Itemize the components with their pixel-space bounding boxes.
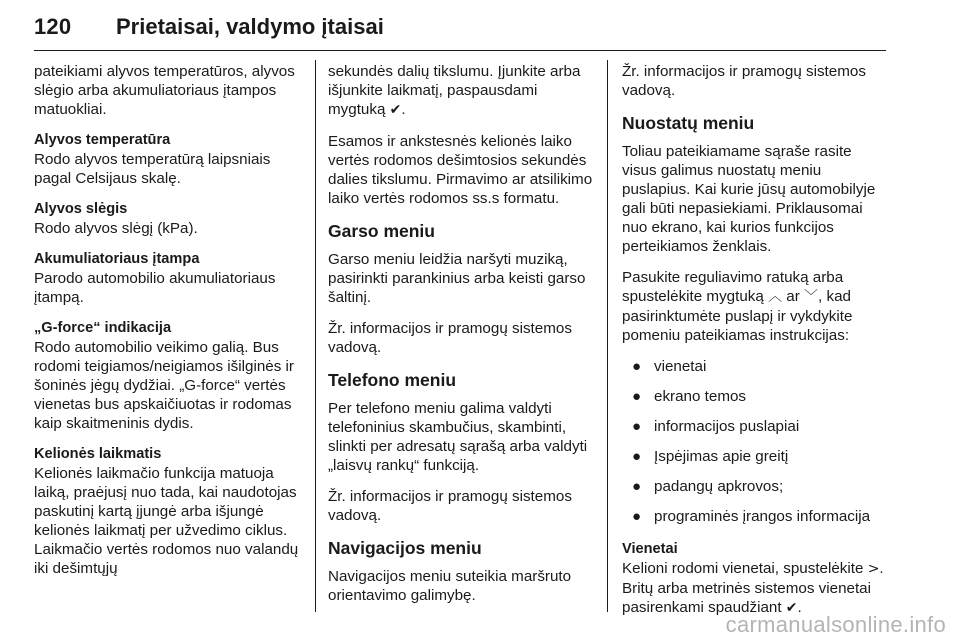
trip-timer-text: Kelionės laikmačio funkcija matuoja laiką, praėjusį nuo tada, kai naudotojas paskutinį kartą įjungė arba išjungė kelionės laikmatį per užvedimo ciklus. Laikmačio vertės rodomos nuo valandų iki dešimtųjų xyxy=(34,465,299,577)
units-text: Kelioni rodomi vienetai, spustelėkite xyxy=(622,560,864,577)
timer-continued-paragraph xyxy=(328,62,594,120)
oil-pressure-heading: Alyvos slėgis xyxy=(34,201,128,217)
list-item-label: programinės įrangos informacija xyxy=(654,508,871,525)
navigation-menu-heading: Navigacijos meniu xyxy=(328,538,482,558)
phone-menu-heading: Telefono meniu xyxy=(328,370,457,390)
chevron-up-icon: ︿ xyxy=(768,289,783,305)
settings-instruction-end: , kad pasirinktumėte puslapį ir vykdykite pomeniu pateikiamas instrukcijas: xyxy=(622,288,853,344)
list-item xyxy=(622,417,888,436)
phone-menu-text: Per telefono meniu galima valdyti telefoninius skambučius, skambinti, slinkti per adresatų sąrašą arba valdyti „laisvų rankų“ funkciją. xyxy=(328,400,588,474)
page-number: 120 xyxy=(34,14,72,39)
chevron-right-icon: > xyxy=(867,561,880,577)
navigation-menu-reference: Žr. informacijos ir pramogų sistemos vadovą. xyxy=(622,63,866,99)
bullet-icon: ● xyxy=(632,358,642,375)
battery-voltage-heading: Akumuliatoriaus įtampa xyxy=(34,251,200,267)
list-item-label: vienetai xyxy=(654,358,707,375)
g-force-text: Rodo automobilio veikimo galią. Bus rodomi teigiamos/neigiamos išilginės ir šoninės jėgų dydžiai. „G-force“ vertės vienetas bus apskaičiuotas ir rodomas kaip skaitmeninis dydis. xyxy=(34,339,294,432)
bullet-icon: ● xyxy=(632,418,642,435)
oil-pressure-text: Rodo alyvos slėgį (kPa). xyxy=(34,220,198,237)
column-1 xyxy=(34,62,304,590)
column-divider-1 xyxy=(315,60,316,612)
settings-menu-text: Toliau pateikiamame sąraše rasite visus galimus nuostatų meniu puslapius. Kai kurie jūsų automobilyje gali būti nepasiekiami. Priklausomai nuo ekrano, kai kurios funkcijos perteikiamos ženklais. xyxy=(622,143,876,255)
list-item-label: Įspėjimas apie greitį xyxy=(654,448,789,465)
list-item xyxy=(622,447,888,466)
list-item-label: informacijos puslapiai xyxy=(654,418,800,435)
page-header xyxy=(34,14,886,51)
settings-pages-list xyxy=(622,357,888,526)
units-system-text: Britų arba metrinės sistemos vienetai pasirenkami spaudžiant xyxy=(622,580,872,616)
bullet-icon: ● xyxy=(632,388,642,405)
audio-menu-heading: Garso meniu xyxy=(328,221,435,241)
phone-menu-reference: Žr. informacijos ir pramogų sistemos vadovą. xyxy=(328,488,572,524)
settings-menu-heading: Nuostatų meniu xyxy=(622,113,755,133)
settings-instruction-text: Pasukite reguliavimo ratuką arba spustelėkite mygtuką xyxy=(622,269,844,305)
chevron-down-icon: ﹀ xyxy=(804,289,819,305)
battery-voltage-text: Parodo automobilio akumuliatoriaus įtampą. xyxy=(34,270,276,306)
page-title: Prietaisai, valdymo įtaisai xyxy=(116,14,384,39)
list-item xyxy=(622,387,888,406)
period: . xyxy=(879,560,884,577)
list-item xyxy=(622,507,888,526)
units-heading: Vienetai xyxy=(622,541,678,557)
bullet-icon: ● xyxy=(632,478,642,495)
period: . xyxy=(797,599,802,616)
audio-menu-reference: Žr. informacijos ir pramogų sistemos vadovą. xyxy=(328,320,572,356)
period: . xyxy=(401,101,406,118)
audio-menu-text: Garso meniu leidžia naršyti muziką, pasirinkti parankinius arba keisti garso šaltinį. xyxy=(328,251,586,306)
list-item xyxy=(622,477,888,496)
column-divider-2 xyxy=(607,60,608,612)
settings-instruction-paragraph xyxy=(622,268,888,345)
list-item-label: padangų apkrovos; xyxy=(654,478,784,495)
oil-temperature-heading: Alyvos temperatūra xyxy=(34,132,171,148)
timer-continued-text: sekundės dalių tikslumu. Įjunkite arba išjunkite laikmatį, paspausdami mygtuką xyxy=(328,63,581,118)
g-force-heading: „G-force“ indikacija xyxy=(34,320,172,336)
oil-temperature-text: Rodo alyvos temperatūrą laipsniais pagal Celsijaus skalę. xyxy=(34,151,271,187)
list-item-label: ekrano temos xyxy=(654,388,747,405)
bullet-icon: ● xyxy=(632,448,642,465)
checkmark-icon: ✔ xyxy=(389,102,402,118)
lap-time-paragraph: Esamos ir ankstesnės kelionės laiko vertės rodomos dešimtosios sekundės dalies tikslumu. Pirmavimo ar atsilikimo laiko vertės rodomos ss.s formatu. xyxy=(328,133,593,207)
list-item xyxy=(622,357,888,376)
column-3 xyxy=(622,62,888,618)
checkmark-icon: ✔ xyxy=(785,600,798,616)
bullet-icon: ● xyxy=(632,508,642,525)
units-paragraph xyxy=(622,559,888,618)
navigation-menu-text: Navigacijos meniu suteikia maršruto orientavimo galimybę. xyxy=(328,568,572,604)
watermark: carmanualsonline.info xyxy=(725,612,946,637)
column-2 xyxy=(328,62,594,617)
trip-timer-heading: Kelionės laikmatis xyxy=(34,446,162,462)
intro-paragraph: pateikiami alyvos temperatūros, alyvos slėgio arba akumuliatoriaus įtampos matuokliai. xyxy=(34,63,295,118)
or-word: ar xyxy=(786,288,800,305)
